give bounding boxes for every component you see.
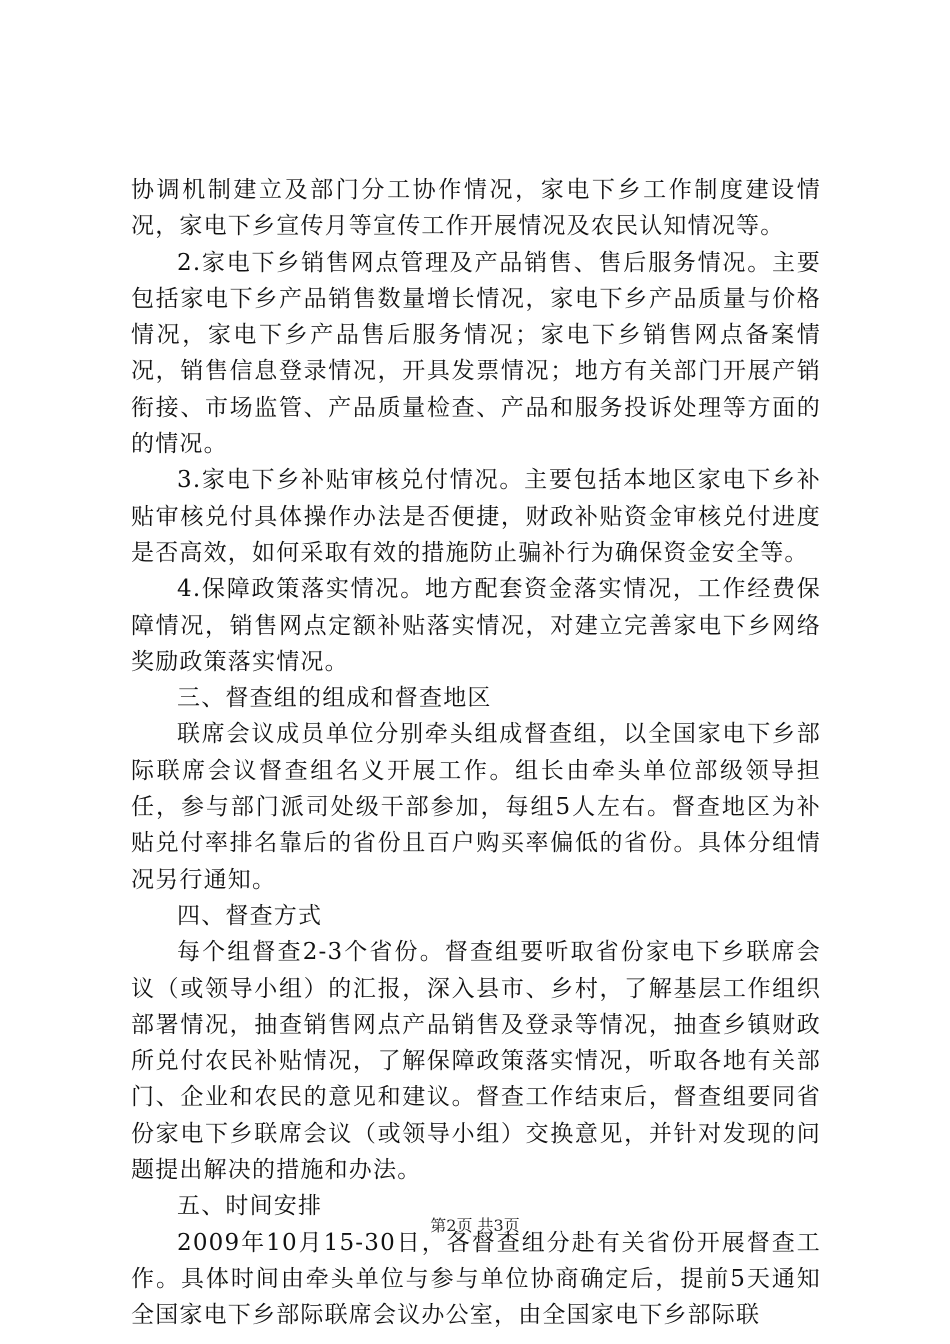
paragraph: 2.家电下乡销售网点管理及产品销售、售后服务情况。主要包括家电下乡产品销售数量增长情况，家电下乡产品质量与价格情况，家电下乡产品售后服务情况；家电下乡销售网点备案情况，销售信息登录情况，开具发票情况；地方有关部门开展产销衔接、市场监管、产品质量检查、产品和服务投诉处理等方面的的情况。 bbox=[131, 249, 821, 458]
page-footer: 第2页 共3页 bbox=[430, 1216, 520, 1235]
paragraph: 五、时间安排 bbox=[177, 1193, 323, 1220]
paragraph: 协调机制建立及部门分工协作情况，家电下乡工作制度建设情况，家电下乡宣传月等宣传工作开展情况及农民认知情况等。 bbox=[131, 177, 821, 240]
paragraph: 联席会议成员单位分别牵头组成督查组，以全国家电下乡部际联席会议督查组名义开展工作。组长由牵头单位部级领导担任，参与部门派司处级干部参加，每组5人左右。督查地区为补贴兑付率排名靠后的省份且百户购买率偏低的省份。具体分组情况另行通知。 bbox=[131, 721, 821, 893]
document-body bbox=[131, 172, 821, 1334]
paragraph: 四、督查方式 bbox=[177, 902, 323, 929]
paragraph: 三、督查组的组成和督查地区 bbox=[177, 685, 492, 712]
paragraph: 2009年10月15-30日，各督查组分赴有关省份开展督查工作。具体时间由牵头单位与参与单位协商确定后，提前5天通知全国家电下乡部际联席会议办公室，由全国家电下乡部际联 bbox=[131, 1229, 821, 1329]
paragraph: 每个组督查2-3个省份。督查组要听取省份家电下乡联席会议（或领导小组）的汇报，深入县市、乡村，了解基层工作组织部署情况，抽查销售网点产品销售及登录等情况，抽查乡镇财政所兑付农民补贴情况，了解保障政策落实情况，听取各地有关部门、企业和农民的意见和建议。督查工作结束后，督查组要同省份家电下乡联席会议（或领导小组）交换意见，并针对发现的问题提出解决的措施和办法。 bbox=[131, 939, 821, 1184]
paragraph: 3.家电下乡补贴审核兑付情况。主要包括本地区家电下乡补贴审核兑付具体操作办法是否便捷，财政补贴资金审核兑付进度是否高效，如何采取有效的措施防止骗补行为确保资金安全等。 bbox=[131, 467, 821, 566]
paragraph: 4.保障政策落实情况。地方配套资金落实情况，工作经费保障情况，销售网点定额补贴落实情况，对建立完善家电下乡网络奖励政策落实情况。 bbox=[131, 576, 821, 675]
